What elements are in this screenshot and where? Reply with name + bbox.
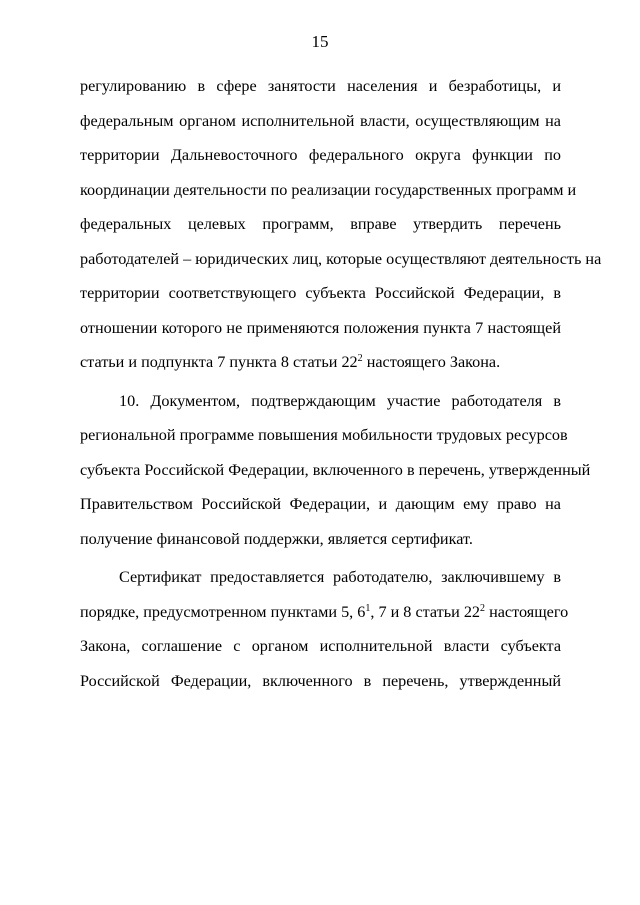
text-line: Правительством Российской Федерации, и дающим ему право на xyxy=(80,495,561,513)
text-line: Российской Федерации, включенного в перечень, утвержденный xyxy=(80,671,561,690)
text-line: федеральным органом исполнительной власти, осуществляющим на xyxy=(80,111,561,130)
text-fragment: статьи и подпункта 7 пункта 8 статьи 22 xyxy=(80,353,358,371)
text-fragment: настоящего xyxy=(485,602,569,621)
superscript: 1 xyxy=(365,602,371,614)
text-line: федеральных целевых программ, вправе утвердить перечень xyxy=(80,215,561,233)
text-line: получение финансовой поддержки, является сертификат. xyxy=(80,529,473,548)
text-fragment: , 7 и 8 статьи 22 xyxy=(370,602,481,621)
paragraph-item-10 xyxy=(80,384,591,557)
text-line: отношении которого не применяются положения пункта 7 настоящей xyxy=(80,318,561,337)
text-line: Сертификат предоставляется работодателю, заключившему в xyxy=(119,568,561,586)
superscript: 2 xyxy=(480,602,486,614)
text-line: 10. Документом, подтверждающим участие работодателя в xyxy=(119,391,561,410)
text-line: работодателей – юридических лиц, которые осуществляют деятельность на xyxy=(80,249,602,268)
text-line: регулированию в сфере занятости населения и безработицы, и xyxy=(80,77,561,95)
text-line: координации деятельности по реализации государственных программ и xyxy=(80,180,577,199)
superscript: 2 xyxy=(357,353,363,364)
document-body xyxy=(80,69,602,698)
page-number: 15 xyxy=(311,32,329,51)
paragraph-certificate xyxy=(80,560,569,698)
paragraph-continuation xyxy=(80,69,602,380)
text-line: региональной программе повышения мобильности трудовых ресурсов xyxy=(80,426,568,444)
text-line: территории соответствующего субъекта Российской Федерации, в xyxy=(80,284,561,302)
text-line xyxy=(80,345,561,380)
text-line: территории Дальневосточного федерального округа функции по xyxy=(80,146,561,164)
text-line: Закона, соглашение с органом исполнительной власти субъекта xyxy=(80,637,561,655)
text-fragment: настоящего Закона. xyxy=(362,353,501,371)
text-line xyxy=(80,595,569,630)
text-line: субъекта Российской Федерации, включенного в перечень, утвержденный xyxy=(80,460,591,479)
text-fragment: порядке, предусмотренном пунктами 5, 6 xyxy=(80,602,366,621)
